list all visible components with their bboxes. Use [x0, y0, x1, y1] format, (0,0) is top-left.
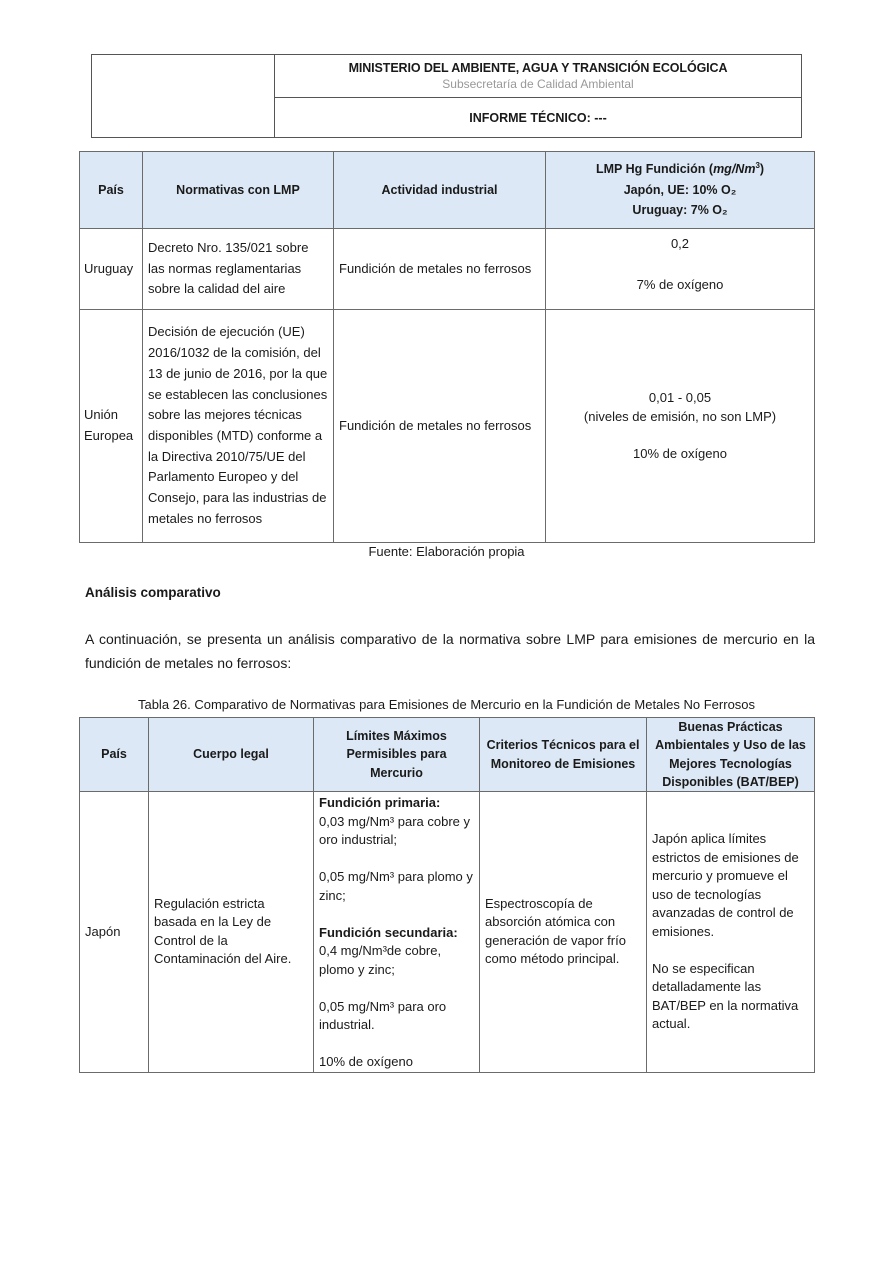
table-header-row: [80, 152, 815, 229]
header-title-cell: [275, 55, 801, 137]
lmp-header-line2: Japón, UE: 10% O₂: [623, 182, 737, 197]
lmp-header-suffix: ): [759, 162, 765, 177]
secundaria-limit-1: 0,4 mg/Nm³de cobre, plomo y zinc;: [319, 943, 442, 977]
col-header-pais: País: [80, 152, 143, 229]
cell-lmp: [546, 310, 815, 543]
lmp-header-line3: Uruguay: 7% O₂: [632, 203, 728, 218]
cell-actividad: Fundición de metales no ferrosos: [334, 229, 546, 310]
cell-lmp: [314, 792, 480, 1073]
primaria-limit-2: 0,05 mg/Nm³ para plomo y zinc;: [319, 869, 473, 903]
lmp-value: 0,2: [670, 236, 690, 251]
cell-normativa: Decreto Nro. 135/021 sobre las normas reglamentarias sobre la calidad del aire: [143, 229, 334, 310]
cell-actividad: Fundición de metales no ferrosos: [334, 310, 546, 543]
table-26-caption: Tabla 26. Comparativo de Normativas para Emisiones de Mercurio en la Fundición de Metales No Ferrosos: [137, 697, 756, 712]
table-row: [80, 229, 815, 310]
spacer: [319, 850, 474, 869]
primaria-limit-1: 0,03 mg/Nm³ para cobre y oro industrial;: [319, 813, 471, 848]
comparison-table-26: [79, 717, 815, 1073]
buenas-practicas-2: No se especifican detalladamente las BAT/BEP en la normativa actual.: [652, 960, 799, 1032]
subsecretaria-name: Subsecretaría de Calidad Ambiental: [442, 77, 634, 91]
spacer: [319, 1035, 474, 1054]
buenas-practicas-1: Japón aplica límites estrictos de emisiones de mercurio y promueve el uso de tecnologías avanzadas de control de emisiones.: [652, 831, 799, 939]
spacer: [551, 426, 809, 445]
cell-criterios: Espectroscopía de absorción atómica con generación de vapor frío como método principal.: [480, 792, 647, 1073]
lmp-oxigeno: 10% de oxígeno: [319, 1054, 413, 1070]
intro-paragraph: A continuación, se presenta un análisis comparativo de la normativa sobre LMP para emisiones de mercurio en la fundición de metales no ferrosos:: [85, 631, 815, 671]
cell-pais: Japón: [80, 792, 149, 1073]
logo-placeholder: [92, 55, 275, 137]
cell-lmp: [546, 229, 815, 310]
col-header-cuerpo-legal: Cuerpo legal: [149, 718, 314, 792]
lmp-header-sup: 3: [755, 161, 760, 171]
spacer: [551, 255, 809, 276]
cell-buenas-practicas: [647, 792, 815, 1073]
secundaria-label: Fundición secundaria:: [319, 924, 458, 940]
col-header-normativas: Normativas con LMP: [143, 152, 334, 229]
col-header-criterios: Criterios Técnicos para el Monitoreo de Emisiones: [480, 718, 647, 792]
lmp-note: (niveles de emisión, no son LMP): [583, 408, 777, 424]
secundaria-limit-2: 0,05 mg/Nm³ para oro industrial.: [319, 998, 447, 1033]
report-title: INFORME TÉCNICO: ---: [469, 110, 607, 125]
table-source-caption: Fuente: Elaboración propia: [368, 544, 525, 559]
spacer: [319, 979, 474, 998]
primaria-label: Fundición primaria:: [319, 795, 441, 811]
section-heading: Análisis comparativo: [85, 585, 221, 600]
lmp-value: 0,01 - 0,05: [648, 390, 712, 405]
col-header-lmp: Límites Máximos Permisibles para Mercurio: [314, 718, 480, 792]
cell-normativa: Decisión de ejecución (UE) 2016/1032 de la comisión, del 13 de junio de 2016, por la que se establecen las conclusiones sobre las mejores técnicas disponibles (MTD) conforme a la Directiva 2010/75/UE del Parlamento Europeo y del Consejo, para las industrias de metales no ferrosos: [143, 310, 334, 543]
spacer: [319, 905, 474, 924]
col-header-pais: País: [80, 718, 149, 792]
lmp-oxigeno: 7% de oxígeno: [636, 277, 724, 293]
lmp-header-unit: mg/Nm: [713, 162, 756, 177]
table-header-row: [80, 718, 815, 792]
col-header-buenas-practicas: Buenas Prácticas Ambientales y Uso de las Mejores Tecnologías Disponibles (BAT/BEP): [647, 718, 815, 792]
lmp-header-prefix: LMP Hg Fundición (: [595, 162, 714, 177]
spacer: [652, 941, 809, 960]
lmp-table: [79, 151, 815, 543]
ministry-name: MINISTERIO DEL AMBIENTE, AGUA Y TRANSICIÓN ECOLÓGICA: [348, 61, 728, 75]
lmp-header-line1: [547, 159, 813, 180]
cell-pais: Uruguay: [80, 229, 143, 310]
col-header-lmp: [546, 152, 815, 229]
col-header-actividad: Actividad industrial: [334, 152, 546, 229]
lmp-oxigeno: 10% de oxígeno: [633, 445, 727, 461]
document-header: [91, 54, 802, 138]
ministry-row: [275, 55, 801, 98]
table-row: [80, 792, 815, 1073]
cell-pais: Unión Europea: [80, 310, 143, 543]
cell-cuerpo-legal: Regulación estricta basada en la Ley de Control de la Contaminación del Aire.: [149, 792, 314, 1073]
table-row: [80, 310, 815, 543]
